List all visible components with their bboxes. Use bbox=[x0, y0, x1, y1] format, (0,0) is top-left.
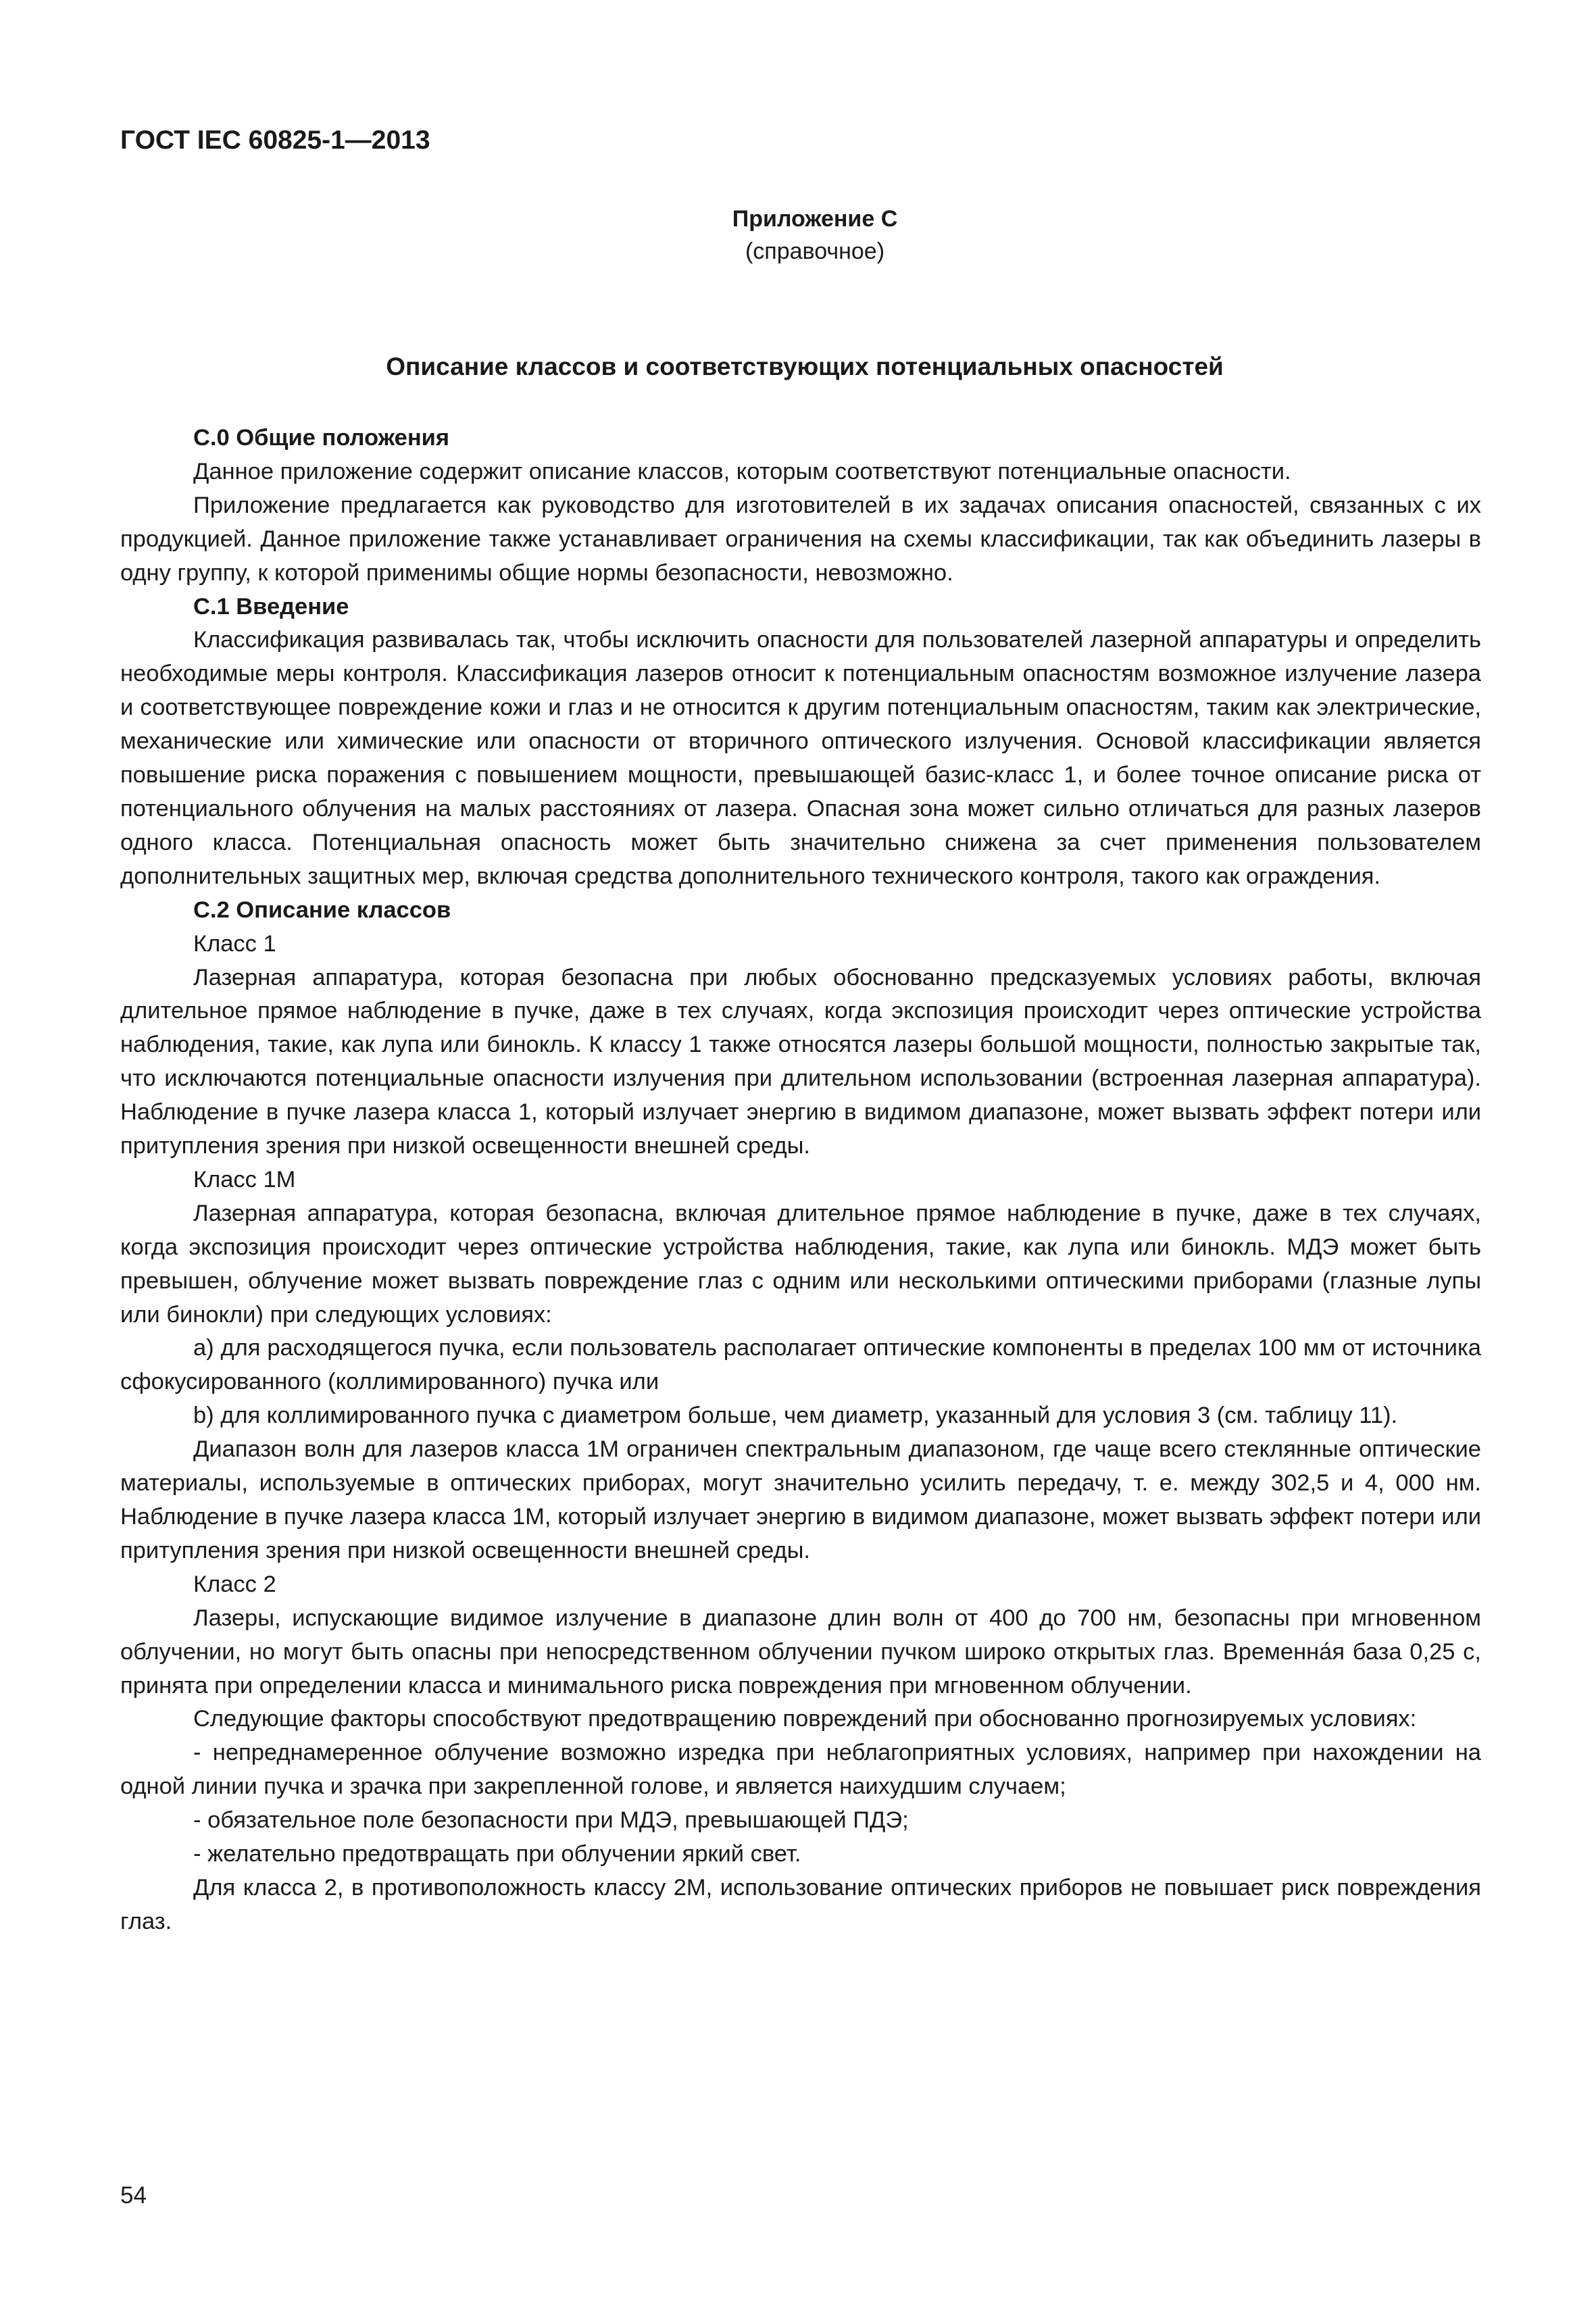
annex-main-title: Описание классов и соответствующих потенциальных опасностей bbox=[386, 353, 1224, 380]
paragraph: Данное приложение содержит описание классов, которым соответствуют потенциальные опасности. bbox=[193, 458, 1291, 484]
paragraph: - непреднамеренное облучение возможно изредка при неблагоприятных условиях, например при нахождении на одной линии пучка и зрачка при закрепленной голове, и является наихудшим случаем; bbox=[120, 1740, 1481, 1800]
annex-title: Приложение С bbox=[732, 206, 898, 232]
paragraph: Класс 1 bbox=[193, 930, 276, 957]
annex-heading bbox=[0, 203, 1596, 268]
paragraph: Лазерная аппаратура, которая безопасна при любых обоснованно предсказуемых условиях работы, включая длительное прямое наблюдение в пучке, даже в тех случаях, когда экспозиция происходит через оптические устройства наблюдения, такие, как лупа или бинокль. К классу 1 также относятся лазеры большой мощности, полностью закрытые так, что исключаются потенциальные опасности излучения при длительном использовании (встроенная лазерная аппаратура). Наблюдение в пучке лазера класса 1, который излучает энергию в видимом диапазоне, может вызвать эффект потери или притупления зрения при низкой освещенности внешней среды. bbox=[120, 964, 1481, 1159]
annex-type: (справочное) bbox=[745, 238, 885, 264]
paragraph: Классификация развивалась так, чтобы исключить опасности для пользователей лазерной аппаратуры и определить необходимые меры контроля. Классификация лазеров относит к потенциальным опасностям возможное излучение лазера и соответствующее повреждение кожи и глаз и не относится к другим потенциальным опасностям, таким как электрические, механические или химические или опасности от вторичного оптического излучения. Основой классификации является повышение риска поражения с повышением мощности, превышающей базис-класс 1, и более точное описание риска от потенциального облучения на малых расстояниях от лазера. Опасная зона может сильно отличаться для разных лазеров одного класса. Потенциальная опасность может быть значительно снижена за счет применения пользователем дополнительных защитных мер, включая средства дополнительного технического контроля, такого как ограждения. bbox=[120, 627, 1481, 889]
section-heading: С.0 Общие положения bbox=[193, 425, 450, 451]
paragraph: Лазеры, испускающие видимое излучение в диапазоне длин волн от 400 до 700 нм, безопасны при мгновенном облучении, но могут быть опасны при непосредственном облучении пучком широко открытых глаз. Временна́я база 0,25 с, принята при определении класса и минимального риска повреждения при мгновенном облучении. bbox=[120, 1605, 1481, 1699]
paragraph: Приложение предлагается как руководство для изготовителей в их задачах описания опасностей, связанных с их продукцией. Данное приложение также устанавливает ограничения на схемы классификации, так как объединить лазеры в одну группу, к которой применимы общие нормы безопасности, невозможно. bbox=[120, 492, 1481, 586]
section-heading: С.1 Введение bbox=[193, 593, 349, 620]
paragraph: Лазерная аппаратура, которая безопасна, включая длительное прямое наблюдение в пучке, даже в тех случаях, когда экспозиция происходит через оптические устройства наблюдения, такие, как лупа или бинокль. МДЭ может быть превышен, облучение может вызвать повреждение глаз с одним или несколькими оптическими приборами (глазные лупы или бинокли) при следующих условиях: bbox=[120, 1200, 1481, 1328]
paragraph: b) для коллимированного пучка с диаметром больше, чем диаметр, указанный для условия 3 (см. таблицу 11). bbox=[193, 1403, 1398, 1429]
paragraph: Для класса 2, в противоположность классу 2М, использование оптических приборов не повышает риск повреждения глаз. bbox=[120, 1874, 1481, 1934]
paragraph: Класс 2 bbox=[193, 1571, 276, 1597]
paragraph: Диапазон волн для лазеров класса 1М ограничен спектральным диапазоном, где чаще всего стеклянные оптические материалы, используемые в оптических приборах, могут значительно усилить передачу, т. е. между 302,5 и 4, 000 нм. Наблюдение в пучке лазера класса 1М, который излучает энергию в видимом диапазоне, может вызвать эффект потери или притупления зрения при низкой освещенности внешней среды. bbox=[120, 1436, 1481, 1563]
annex-body bbox=[120, 422, 1481, 1939]
paragraph: - обязательное поле безопасности при МДЭ, превышающей ПДЭ; bbox=[193, 1807, 909, 1834]
paragraph: а) для расходящегося пучка, если пользователь располагает оптические компоненты в пределах 100 мм от источника сфокусированного (коллимированного) пучка или bbox=[120, 1335, 1481, 1395]
section-heading: С.2 Описание классов bbox=[193, 897, 451, 923]
paragraph: Класс 1М bbox=[193, 1166, 296, 1192]
paragraph: - желательно предотвращать при облучении яркий свет. bbox=[193, 1841, 801, 1867]
paragraph: Следующие факторы способствуют предотвращению повреждений при обоснованно прогнозируемых условиях: bbox=[193, 1706, 1417, 1732]
page-number: 54 bbox=[120, 2182, 147, 2209]
standard-designation: ГОСТ IEC 60825-1—2013 bbox=[120, 126, 430, 155]
